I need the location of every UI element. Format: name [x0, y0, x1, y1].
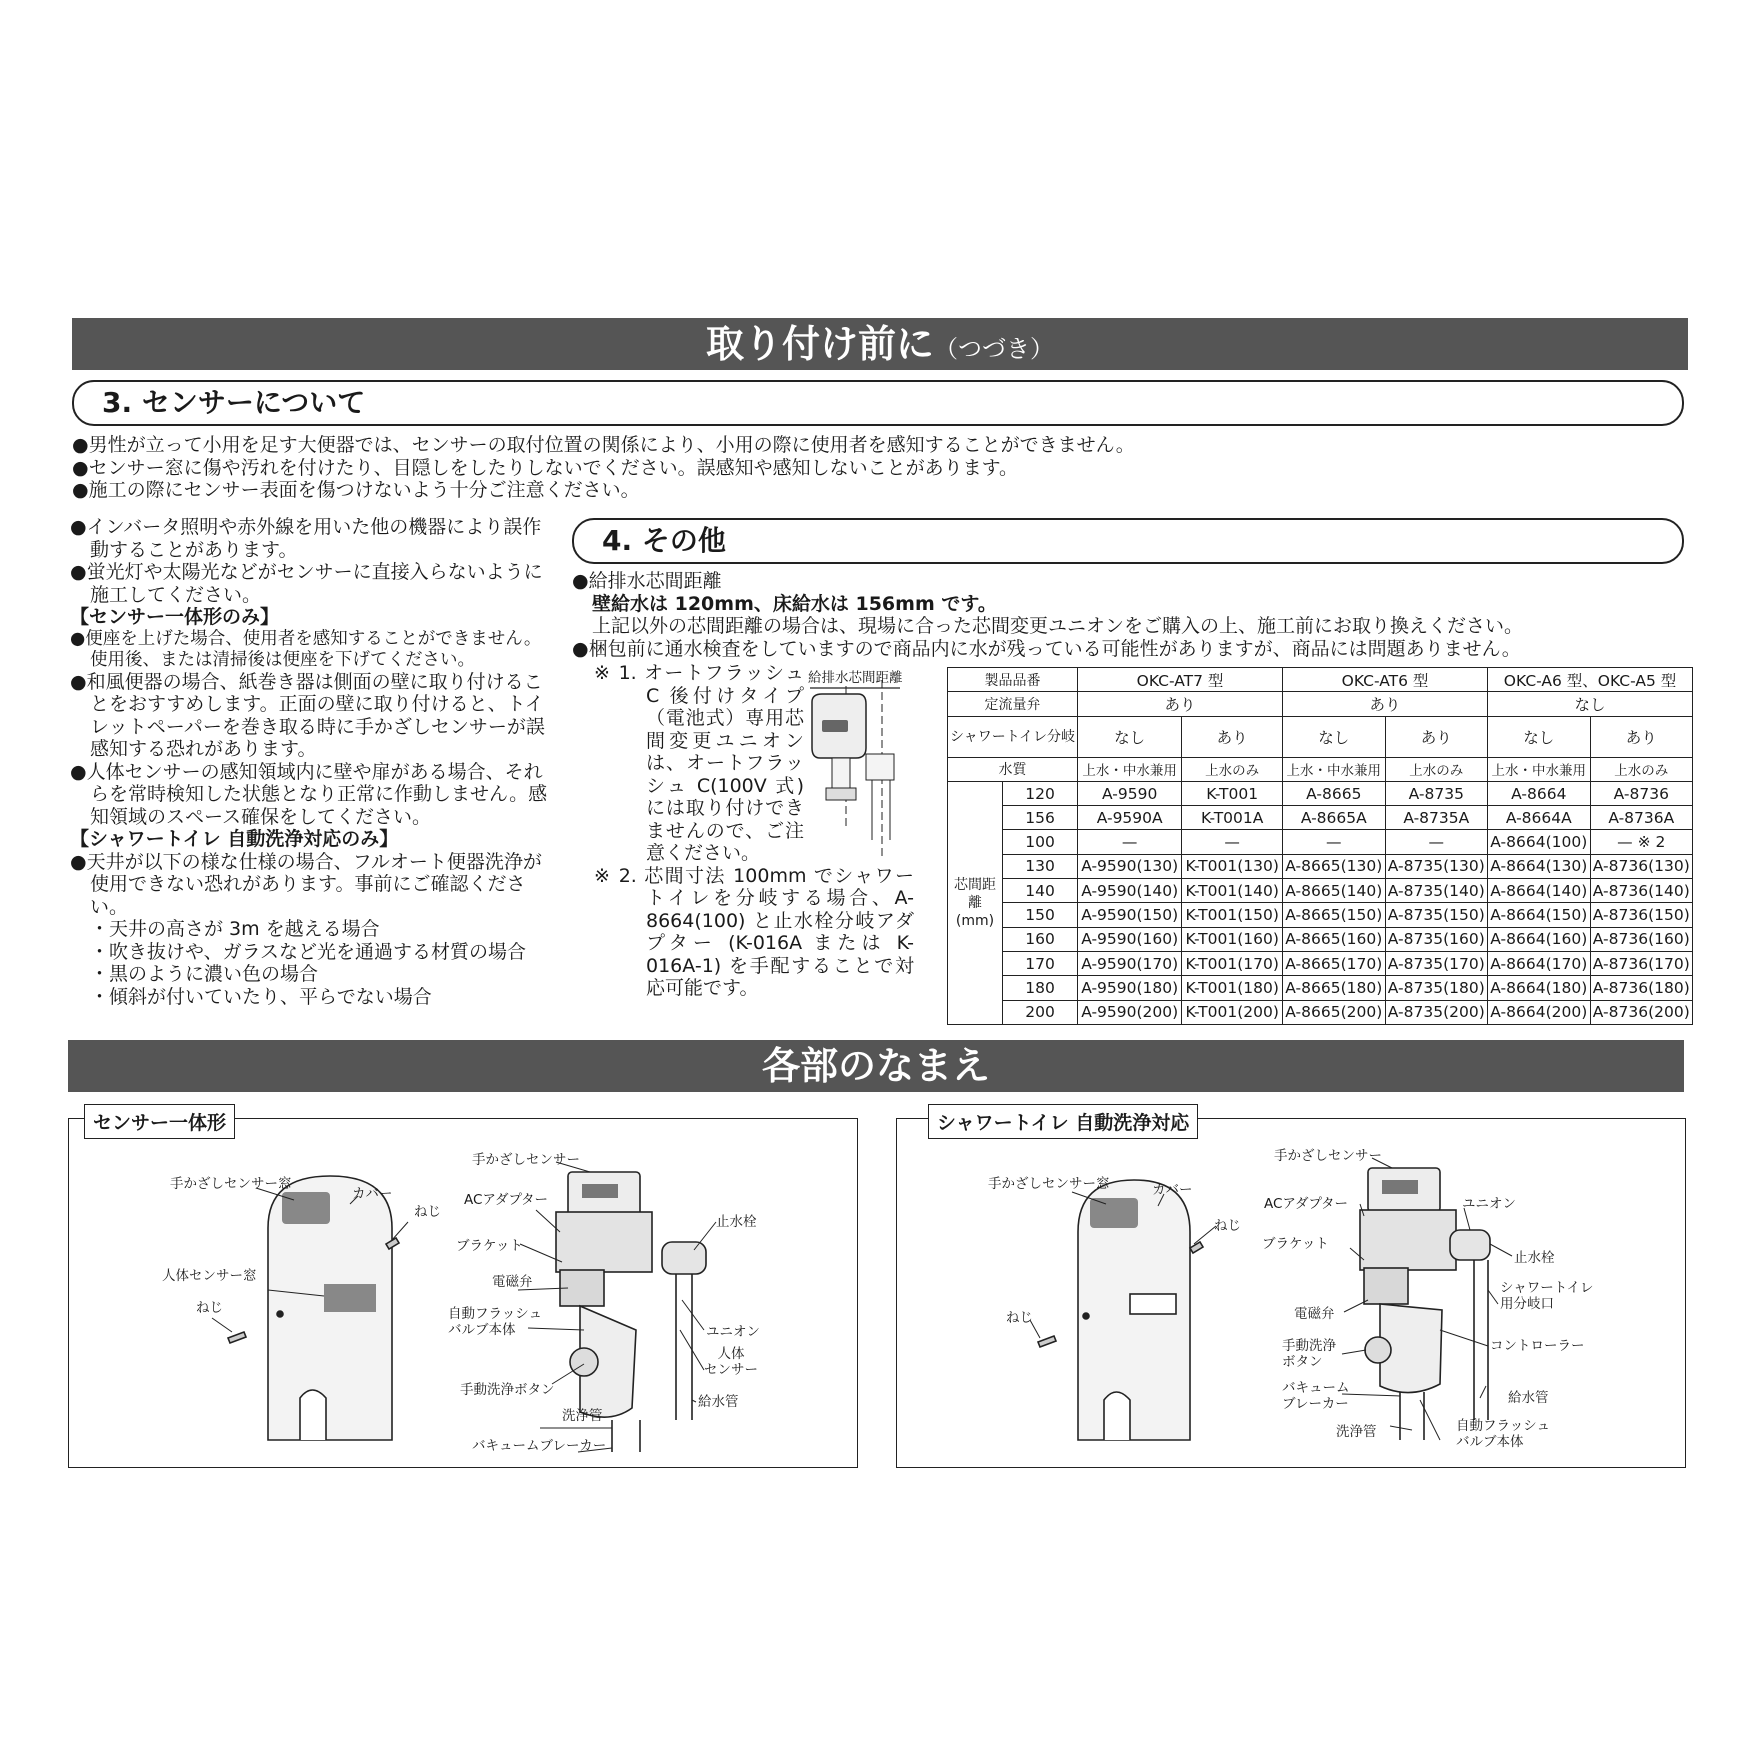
table-cell: A-8736(130): [1590, 854, 1693, 878]
part-label: 給水管: [698, 1394, 739, 1410]
table-cell: A-8664(200): [1488, 1000, 1591, 1024]
note-text: 上記以外の芯間距離の場合は、現場に合った芯間変更ユニオンをご購入の上、施工前にお取り換えください。: [592, 615, 1524, 637]
table-cell: A-9590A: [1078, 806, 1182, 830]
table-cell: A-9590(170): [1078, 951, 1182, 975]
table-cell: A-9590(130): [1078, 854, 1182, 878]
table-cell: 100: [1003, 830, 1078, 854]
part-label: 人体センサー窓: [162, 1268, 257, 1284]
table-cell: A-8735(150): [1385, 903, 1488, 927]
table-cell: A-8664(170): [1488, 951, 1591, 975]
table-header-cell: OKC-A6 型、OKC-A5 型: [1488, 668, 1693, 692]
table-cell: A-8736(160): [1590, 927, 1693, 951]
table-header-cell: 芯間距離(mm): [948, 781, 1003, 1024]
table-cell: 170: [1003, 951, 1078, 975]
table-cell: A-8665(150): [1283, 903, 1386, 927]
table-cell: A-9590(140): [1078, 879, 1182, 903]
part-label: コントローラー: [1490, 1338, 1585, 1354]
table-cell: —: [1283, 830, 1386, 854]
table-cell: A-8735: [1385, 781, 1488, 805]
table-cell: A-9590: [1078, 781, 1182, 805]
table-cell: A-8736(150): [1590, 903, 1693, 927]
table-cell: あり: [1182, 716, 1283, 757]
table-cell: あり: [1283, 692, 1488, 716]
sub-item: ・傾斜が付いていたり、平らでない場合: [90, 985, 432, 1008]
banner-subtitle: （つづき）: [934, 335, 1054, 363]
table-cell: A-8735(130): [1385, 854, 1488, 878]
table-cell: 140: [1003, 879, 1078, 903]
table-cell: 上水のみ: [1385, 757, 1488, 781]
table-cell: A-8664: [1488, 781, 1591, 805]
table-cell: K-T001(170): [1182, 951, 1283, 975]
table-cell: A-9590(200): [1078, 1000, 1182, 1024]
subheading: 【シャワートイレ 自動洗浄対応のみ】: [70, 828, 399, 850]
table-cell: A-8736A: [1590, 806, 1693, 830]
sub-item: ・黒のように濃い色の場合: [90, 963, 319, 985]
table-cell: あり: [1078, 692, 1283, 716]
subheading: 【センサー一体形のみ】: [70, 606, 280, 628]
table-cell: —: [1385, 830, 1488, 854]
part-label: 手かざしセンサー: [472, 1152, 580, 1168]
bullet: ●天井が以下の様な仕様の場合、フルオート便器洗浄が使用できない恐れがあります。事前にご確認ください。: [70, 850, 542, 918]
bullet: ●男性が立って小用を足す大便器では、センサーの取付位置の関係により、小用の際に使用者を感知することができません。: [72, 434, 1135, 456]
table-cell: A-8736(140): [1590, 879, 1693, 903]
bullet: ●人体センサーの感知領域内に壁や扉がある場合、それらを常時検知した状態となり正常に作動しません。感知領域のスペース確保をしてください。: [70, 760, 548, 828]
table-cell: A-8665A: [1283, 806, 1386, 830]
table-cell: A-8735(140): [1385, 879, 1488, 903]
table-cell: 180: [1003, 976, 1078, 1000]
part-label: 手動洗浄 ボタン: [1282, 1338, 1336, 1370]
table-cell: A-8736(200): [1590, 1000, 1693, 1024]
table-cell: 150: [1003, 903, 1078, 927]
table-cell: なし: [1488, 692, 1693, 716]
part-label: ACアダプター: [1264, 1196, 1349, 1212]
part-label: 自動フラッシュ バルブ本体: [1456, 1418, 1550, 1450]
table-header-cell: OKC-AT7 型: [1078, 668, 1283, 692]
table-cell: — ※ 2: [1590, 830, 1693, 854]
panel-title: センサー一体形: [84, 1104, 235, 1139]
table-cell: A-8665(180): [1283, 976, 1386, 1000]
section-heading: 4. その他: [572, 518, 1684, 564]
part-label: 電磁弁: [1294, 1306, 1335, 1322]
table-cell: A-8664(180): [1488, 976, 1591, 1000]
banner-title: 取り付け前に: [705, 322, 934, 366]
part-label: ブラケット: [1262, 1236, 1329, 1252]
table-cell: K-T001(180): [1182, 976, 1283, 1000]
part-label: ねじ: [1214, 1218, 1241, 1234]
part-label: 手かざしセンサー窓: [988, 1176, 1110, 1192]
table-cell: A-8664A: [1488, 806, 1591, 830]
part-label: バキューム ブレーカー: [1282, 1380, 1350, 1412]
table-cell: A-8665: [1283, 781, 1386, 805]
part-label: 電磁弁: [492, 1274, 533, 1290]
table-cell: A-8664(150): [1488, 903, 1591, 927]
panel-title: シャワートイレ 自動洗浄対応: [928, 1104, 1198, 1139]
part-label: 洗浄管: [1336, 1424, 1377, 1440]
table-cell: K-T001(160): [1182, 927, 1283, 951]
table-header-cell: 製品品番: [948, 668, 1078, 692]
part-label: 洗浄管: [562, 1408, 603, 1424]
table-cell: A-8665(140): [1283, 879, 1386, 903]
table-cell: A-8735(180): [1385, 976, 1488, 1000]
part-label: バキュームブレーカー: [472, 1438, 607, 1454]
sub-item: ・天井の高さが 3m を越える場合: [90, 918, 380, 940]
bullet: ●梱包前に通水検査をしていますので商品内に水が残っている可能性がありますが、商品には問題ありません。: [572, 637, 1521, 660]
note: ※ 2. 芯間寸法 100mm でシャワートイレを分岐する場合、A-8664(100) と止水栓分岐アダプター (K-016A または K-016A-1) を手配することで対応可能です。: [594, 864, 914, 999]
part-label: ユニオン: [706, 1324, 760, 1340]
table-cell: K-T001(150): [1182, 903, 1283, 927]
table-cell: A-9590(150): [1078, 903, 1182, 927]
table-cell: K-T001(130): [1182, 854, 1283, 878]
table-cell: 上水のみ: [1590, 757, 1693, 781]
diagram-label: 給排水芯間距離: [808, 670, 903, 686]
part-label: 止水栓: [1514, 1250, 1555, 1266]
table-header-cell: 定流量弁: [948, 692, 1078, 716]
table-cell: 200: [1003, 1000, 1078, 1024]
table-cell: 上水のみ: [1182, 757, 1283, 781]
banner-title: 各部のなまえ: [761, 1044, 990, 1088]
part-label: 自動フラッシュ バルブ本体: [448, 1306, 542, 1338]
bullet: ●インバータ照明や赤外線を用いた他の機器により誤作動することがあります。: [70, 516, 542, 561]
table-cell: A-8664(160): [1488, 927, 1591, 951]
table-cell: —: [1182, 830, 1283, 854]
table-header-cell: 水質: [948, 757, 1078, 781]
section-heading: 3. センサーについて: [72, 380, 1684, 426]
part-label: 手かざしセンサー窓: [170, 1176, 292, 1192]
bullet: ●蛍光灯や太陽光などがセンサーに直接入らないように施工してください。: [70, 561, 543, 606]
table-cell: —: [1078, 830, 1182, 854]
bullet: ●センサー窓に傷や汚れを付けたり、目隠しをしたりしないでください。誤感知や感知しないことがあります。: [72, 456, 1019, 479]
table-cell: なし: [1488, 716, 1591, 757]
table-cell: 130: [1003, 854, 1078, 878]
part-label: ねじ: [1006, 1310, 1033, 1326]
table-cell: A-8735(160): [1385, 927, 1488, 951]
table-cell: A-8665(200): [1283, 1000, 1386, 1024]
table-cell: あり: [1590, 716, 1693, 757]
part-label: 手動洗浄ボタン: [460, 1382, 555, 1398]
part-label: シャワートイレ 用分岐口: [1500, 1280, 1594, 1312]
bullet: ●施工の際にセンサー表面を傷つけないよう十分ご注意ください。: [72, 479, 640, 501]
table-cell: A-9590(160): [1078, 927, 1182, 951]
table-cell: A-8736(180): [1590, 976, 1693, 1000]
table-cell: A-8735(170): [1385, 951, 1488, 975]
part-label: ねじ: [196, 1300, 223, 1316]
part-label: 人体 センサー: [704, 1346, 758, 1378]
bullet: ●便座を上げた場合、使用者を感知することができません。使用後、または清掃後は便座を下げてください。: [70, 628, 542, 670]
table-cell: 160: [1003, 927, 1078, 951]
table-cell: なし: [1283, 716, 1386, 757]
table-cell: A-8735A: [1385, 806, 1488, 830]
note: ※ 1. オートフラッシュ C 後付けタイプ（電池式）専用芯間変更ユニオンは、オートフラッシュ C(100V 式)には取り付けできませんので、ご注意ください。: [594, 662, 804, 864]
part-label: 止水栓: [716, 1214, 757, 1230]
table-cell: K-T001(200): [1182, 1000, 1283, 1024]
bullet: ●和風便器の場合、紙巻き器は側面の壁に取り付けることをおすすめします。正面の壁に取り付けると、トイレットペーパーを巻き取る時に手かざしセンサーが誤感知する恐れがあります。: [70, 670, 545, 760]
table-cell: 120: [1003, 781, 1078, 805]
table-cell: 上水・中水兼用: [1283, 757, 1386, 781]
part-label: ブラケット: [456, 1238, 523, 1254]
table-header-cell: OKC-AT6 型: [1283, 668, 1488, 692]
part-label: ねじ: [414, 1204, 441, 1220]
table-cell: A-8664(130): [1488, 854, 1591, 878]
part-label: ACアダプター: [464, 1192, 549, 1208]
bullet: ●給排水芯間距離: [572, 570, 722, 592]
part-label: 給水管: [1508, 1390, 1549, 1406]
part-label: 手かざしセンサー: [1274, 1148, 1382, 1164]
table-cell: A-8736: [1590, 781, 1693, 805]
table-cell: なし: [1078, 716, 1182, 757]
part-label: カバー: [352, 1186, 393, 1202]
table-cell: A-9590(180): [1078, 976, 1182, 1000]
table-cell: K-T001: [1182, 781, 1283, 805]
table-cell: A-8664(140): [1488, 879, 1591, 903]
table-header-cell: シャワートイレ分岐: [948, 716, 1078, 757]
table-cell: 156: [1003, 806, 1078, 830]
table-cell: A-8664(100): [1488, 830, 1591, 854]
table-cell: A-8736(170): [1590, 951, 1693, 975]
table-cell: あり: [1385, 716, 1488, 757]
table-cell: K-T001A: [1182, 806, 1283, 830]
table-cell: K-T001(140): [1182, 879, 1283, 903]
table-cell: 上水・中水兼用: [1078, 757, 1182, 781]
part-label: カバー: [1152, 1182, 1193, 1198]
table-cell: A-8735(200): [1385, 1000, 1488, 1024]
sub-item: ・吹き抜けや、ガラスなど光を通過する材質の場合: [90, 940, 527, 963]
table-cell: A-8665(160): [1283, 927, 1386, 951]
table-cell: A-8665(170): [1283, 951, 1386, 975]
bold-note: 壁給水は 120mm、床給水は 156mm です。: [592, 592, 997, 615]
table-cell: A-8665(130): [1283, 854, 1386, 878]
table-cell: 上水・中水兼用: [1488, 757, 1591, 781]
part-label: ユニオン: [1462, 1196, 1516, 1212]
